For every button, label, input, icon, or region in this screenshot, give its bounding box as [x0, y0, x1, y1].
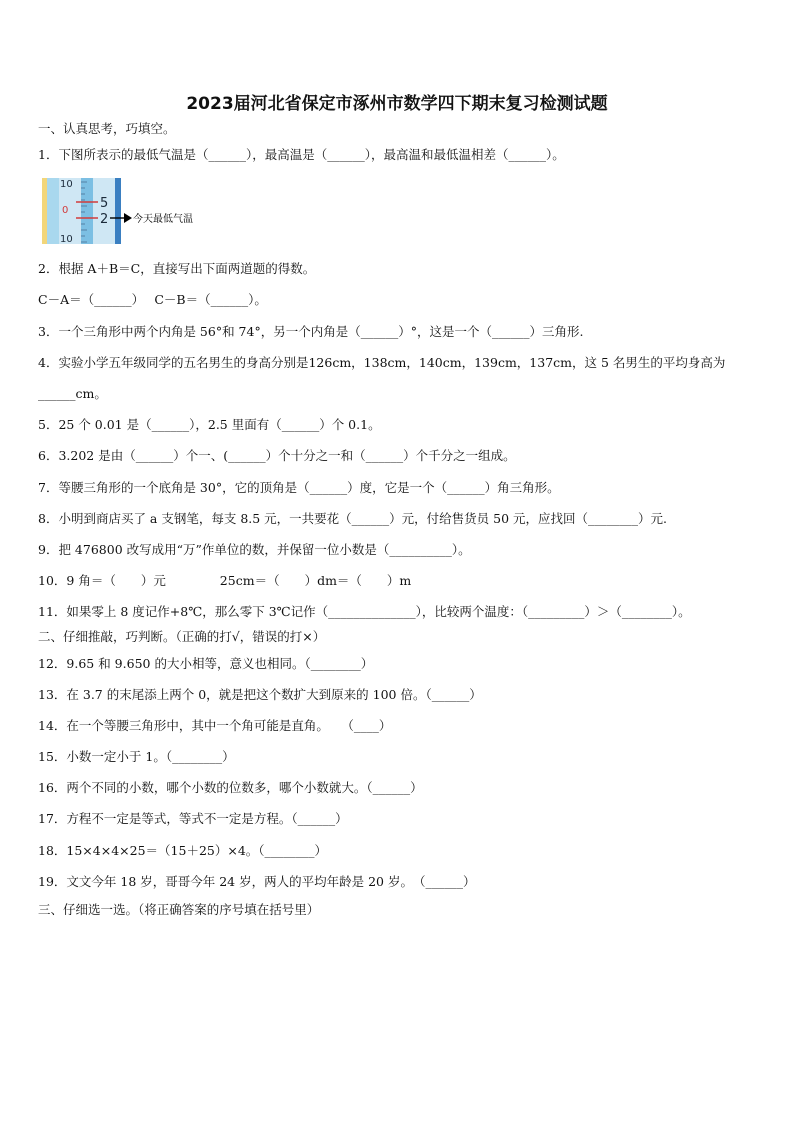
question-4: 4．实验小学五年级同学的五名男生的身高分别是126cm，138cm，140cm，139cm，137cm，这 5 名男生的平均身高为 — [38, 355, 726, 370]
arrow-head-icon — [124, 213, 132, 223]
thermometer-figure — [40, 176, 210, 246]
question-14: 14．在一个等腰三角形中，其中一个角可能是直角。 （____） — [38, 718, 392, 733]
low-temperature-value: 2 — [100, 212, 109, 227]
question-1: 1．下图所表示的最低气温是（______），最高温是（______），最高温和最低温相差（______）。 — [38, 147, 565, 162]
question-19: 19．文文今年 18 岁，哥哥今年 24 岁，两人的平均年龄是 20 岁。 （______） — [38, 874, 476, 889]
section-heading-multiple-choice: 三、仔细选一选。（将正确答案的序号填在括号里） — [38, 902, 320, 917]
page-title: 2023届河北省保定市涿州市数学四下期末复习检测试题 — [186, 94, 608, 114]
question-11: 11．如果零上 8 度记作+8℃，那么零下 3℃记作（______________），比较两个温度：（_________）＞（________）。 — [38, 604, 691, 619]
question-8: 8．小明到商店买了 a 支钢笔，每支 8.5 元，一共要花（______）元，付给售货员 50 元，应找回（________）元. — [38, 511, 668, 526]
section-heading-fill-blank: 一、认真思考，巧填空。 — [38, 121, 176, 136]
question-6: 6．3.202 是由（______）个一、(______）个十分之一和（______）个千分之一组成。 — [38, 448, 516, 463]
thermometer-scale-right — [93, 178, 115, 244]
question-17: 17．方程不一定是等式，等式不一定是方程。（______） — [38, 811, 348, 826]
question-18: 18．15×4×4×25＝（15＋25）×4。（________） — [38, 843, 328, 858]
question-7: 7．等腰三角形的一个底角是 30°，它的顶角是（______）度，它是一个（______）角三角形。 — [38, 480, 560, 495]
thermometer-edge-left — [42, 178, 47, 244]
scale-label-zero: 0 — [62, 205, 69, 216]
thermometer-caption: 今天最低气温 — [133, 214, 193, 225]
question-3: 3．一个三角形中两个内角是 56°和 74°，另一个内角是（______）°，这是一个（______）三角形. — [38, 324, 584, 339]
scale-label-bottom: 10 — [60, 234, 73, 245]
question-4-blank: ______cm。 — [38, 386, 107, 401]
thermometer-edge-right — [115, 178, 121, 244]
thermometer-panel-left — [47, 178, 59, 244]
question-5: 5．25 个 0.01 是（______），2.5 里面有（______）个 0.1。 — [38, 417, 381, 432]
section-heading-true-false: 二、仔细推敲，巧判断。（正确的打√，错误的打×） — [38, 629, 326, 644]
high-temperature-value: 5 — [100, 196, 109, 211]
question-10: 10．9 角＝（ ）元 25cm＝（ ）dm＝（ ）m — [38, 573, 412, 588]
question-13: 13．在 3.7 的末尾添上两个 0，就是把这个数扩大到原来的 100 倍。（______） — [38, 687, 482, 702]
question-15: 15．小数一定小于 1。（________） — [38, 749, 235, 764]
question-2: 2．根据 A＋B＝C，直接写出下面两道题的得数。 — [38, 261, 316, 276]
question-12: 12．9.65 和 9.650 的大小相等，意义也相同。（________） — [38, 656, 374, 671]
question-9: 9．把 476800 改写成用“万”作单位的数，并保留一位小数是（__________）。 — [38, 542, 471, 557]
question-16: 16．两个不同的小数，哪个小数的位数多，哪个小数就大。（______） — [38, 780, 423, 795]
scale-label-top: 10 — [60, 179, 73, 190]
question-2-blanks: C－A＝（______） C－B＝（______）。 — [38, 292, 267, 307]
